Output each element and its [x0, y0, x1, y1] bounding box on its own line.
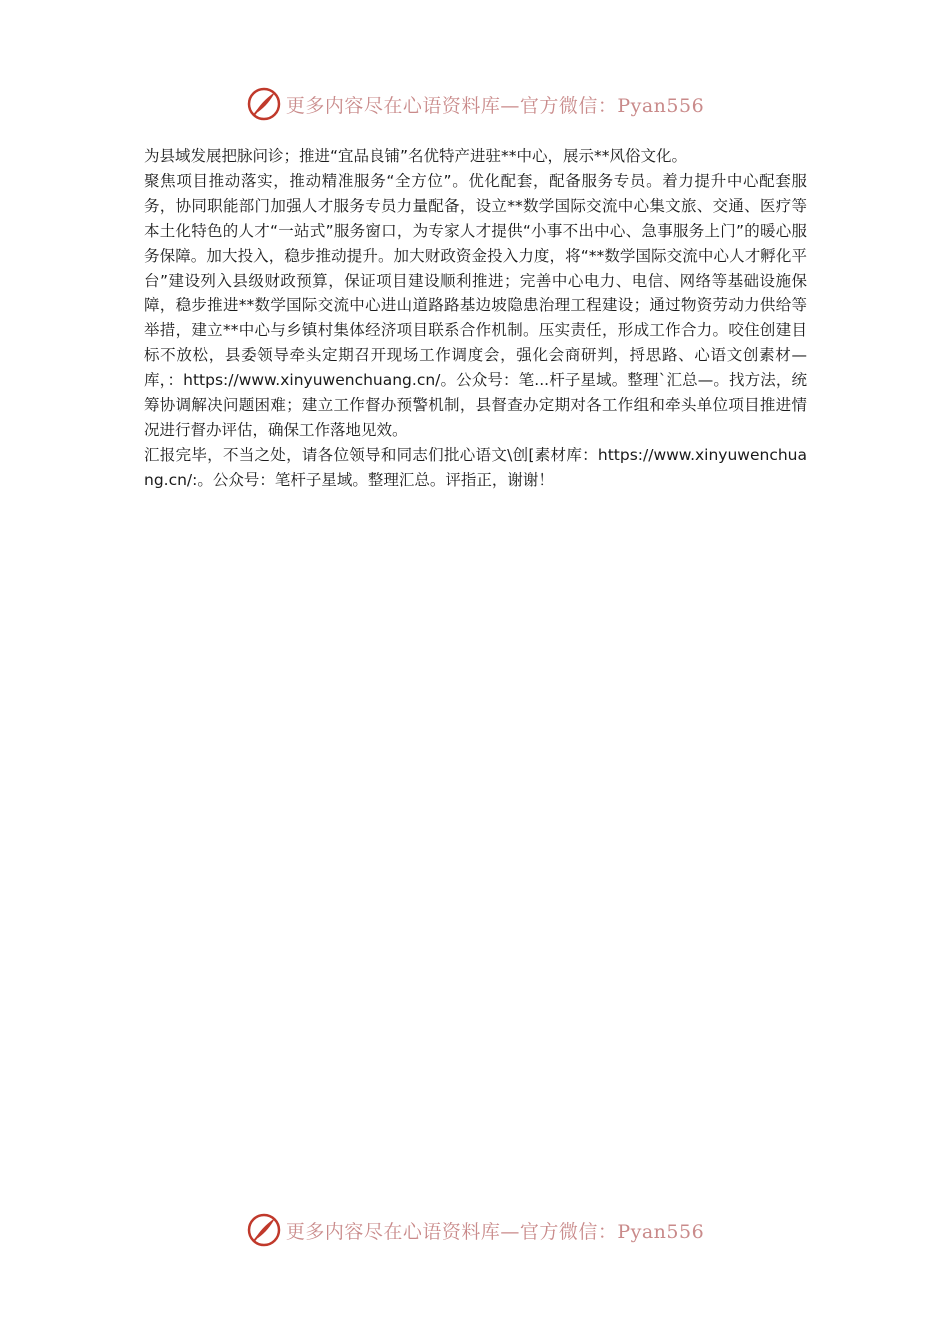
footer-banner-text: 更多内容尽在心语资料库—官方微信：Pyan556 — [285, 1220, 705, 1243]
paragraph-1: 为县域发展把脉问诊；推进“宜品良铺”名优特产进驻**中心，展示**风俗文化。 — [144, 147, 688, 165]
quill-pen-logo-icon — [246, 86, 282, 122]
header-banner — [0, 82, 950, 126]
quill-pen-logo-icon — [246, 1212, 282, 1248]
paragraph-3: 汇报完毕，不当之处，请各位领导和同志们批心语文\创[素材库：https://www.xinyuwenchuang.cn/:。公众号：笔杆子星域。整理汇总。评指正，谢谢！ — [144, 445, 807, 489]
document-body — [144, 144, 807, 493]
header-banner-text: 更多内容尽在心语资料库—官方微信：Pyan556 — [285, 94, 705, 117]
footer-banner — [0, 1208, 950, 1252]
paragraph-2: 聚焦项目推动落实，推动精准服务“全方位”。优化配套，配备服务专员。着力提升中心配套服务，协同职能部门加强人才服务专员力量配备，设立**数学国际交流中心集文旅、交通、医疗等本土化特色的人才“一站式”服务窗口，为专家人才提供“小事不出中心、急事服务上门”的暖心服务保障。加大投入，稳步推动提升。加大财政资金投入力度，将“**数学国际交流中心人才孵化平台”建设列入县级财政预算，保证项目建设顺利推进；完善中心电力、电信、网络等基础设施保障，稳步推进**数学国际交流中心进山道路路基边坡隐患治理工程建设；通过物资劳动力供给等举措，建立**中心与乡镇村集体经济项目联系合作机制。压实责任，形成工作合力。咬住创建目标不放松，县委领导牵头定期召开现场工作调度会，强化会商研判，捋思路、心语文创素材—库，：https://www.xinyuwenchuang.cn/。公众号：笔...杆子星域。整理`汇总—。找方法，统筹协调解决问题困难；建立工作督办预警机制，县督查办定期对各工作组和牵头单位项目推进情况进行督办评估，确保工作落地见效。 — [144, 171, 807, 439]
